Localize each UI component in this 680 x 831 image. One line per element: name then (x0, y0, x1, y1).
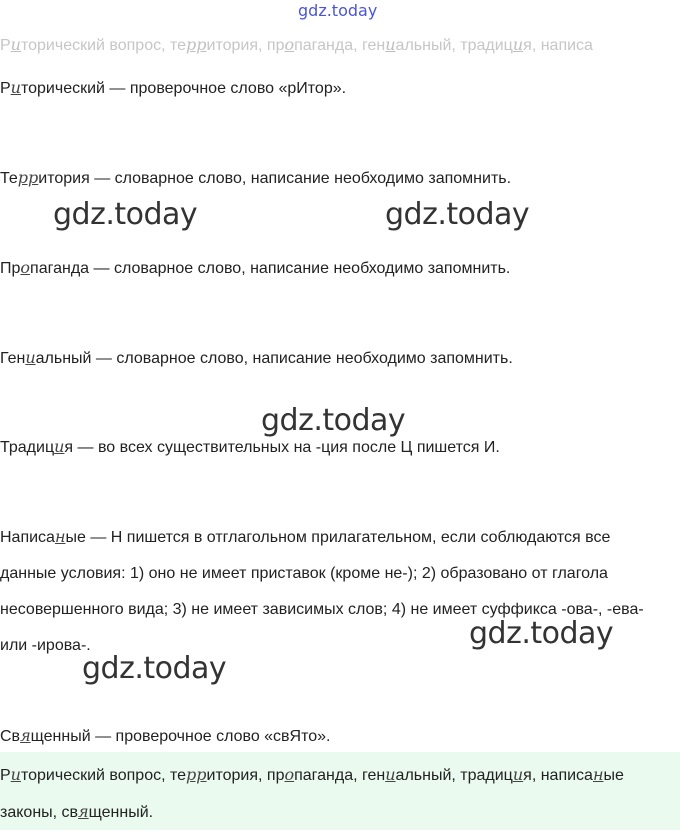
watermark: gdz.today (385, 197, 530, 232)
entry-svyashchenny: Священный — проверочное слово «свЯто». (0, 726, 331, 745)
highlight-letter: и (10, 78, 21, 97)
highlight-letter: и (385, 35, 396, 54)
highlight-letter: и (512, 35, 524, 54)
highlight-letter: о (20, 258, 31, 277)
watermark-top: gdz.today (298, 1, 378, 20)
highlight-letter: и (25, 348, 36, 367)
entry-traditsiya: Традиция — во всех существительных на -ция после Ц пишется И. (0, 437, 500, 456)
entry-genialny: Гениальный — словарное слово, написание необходимо запомнить. (0, 348, 513, 367)
highlight-letter: н (592, 765, 604, 784)
entry-propaganda: Пропаганда — словарное слово, написание необходимо запомнить. (0, 258, 511, 277)
answer-summary (0, 752, 680, 830)
highlight-letter: и (54, 437, 65, 456)
highlight-letter: и (512, 765, 524, 784)
watermark: gdz.today (469, 616, 614, 651)
watermark: gdz.today (53, 197, 198, 232)
highlight-letter: и (10, 35, 21, 54)
watermark: gdz.today (82, 651, 227, 686)
highlight-letter: о (284, 765, 295, 784)
highlight-letter: рр (186, 35, 207, 54)
highlight-letter: я (20, 726, 31, 745)
highlight-letter: и (10, 765, 21, 784)
highlight-letter: о (284, 35, 295, 54)
watermark: gdz.today (261, 403, 406, 438)
highlight-letter: рр (17, 168, 39, 187)
highlight-letter: я (78, 802, 89, 821)
highlight-letter: и (385, 765, 396, 784)
entry-territoriya: Территория — словарное слово, написание необходимо запомнить. (0, 168, 512, 187)
highlight-letter: рр (186, 765, 207, 784)
highlight-letter: н (54, 527, 66, 546)
entry-nepisanye: Написаные — Н пишется в отглагольном прилагательном, если соблюдаются все данные условия: 1) оно не имеет приставок (кроме не-); 2) образовано от глагола несовершенного вида; 3) не имеет зависимых слов; 4) не имеет суффикса -ова-, -ева- или -ирова-. (0, 527, 644, 654)
header-word-list: Риторический вопрос, территория, пропаганда, гениальный, традиция, написа (0, 35, 593, 54)
answer-text: Риторический вопрос, территория, пропаганда, гениальный, традиция, написаные законы, священный. (0, 765, 624, 821)
entry-ritorichesky: Риторический — проверочное слово «рИтор». (0, 78, 347, 97)
